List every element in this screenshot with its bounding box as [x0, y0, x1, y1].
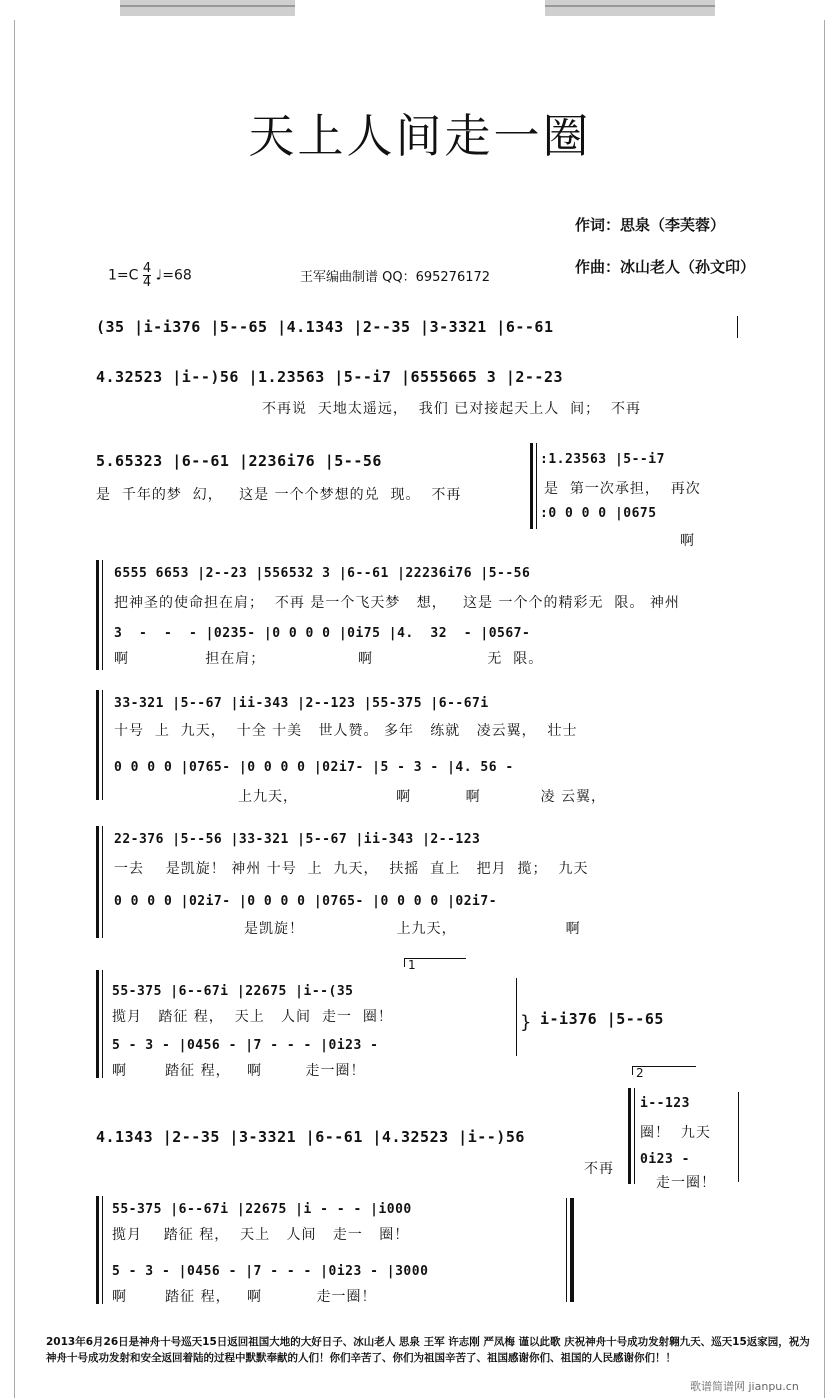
lyric-line-3: 是 千年的梦 幻， 这是 一个个梦想的兑 现。 不再 [96, 487, 462, 503]
brace-icon: } [520, 1012, 533, 1033]
volta-2: 2 [632, 1066, 696, 1075]
lyric-4-lower: 啊 担在肩； 啊 无 限。 [114, 651, 544, 667]
composer-credit: 作曲：冰山老人（孙文印） [575, 258, 756, 276]
lyric-line-8: 不再 [584, 1161, 614, 1177]
footnote: 2013年6月26日是神舟十号巡天15日返回祖国大地的大好日子、冰山老人 思泉 王军 许志刚 严凤梅 谨以此歌 庆祝神舟十号成功发射翱九天、巡天15返家园，祝为神舟十号成功发射和安全返回着陆的过程中默默奉献的人们！你们辛苦了、你们为祖国辛苦了、祖国感谢你们、祖国的人民感谢你们！！ [46, 1336, 810, 1364]
notation-line-8: 4.1343 |2--35 |3-3321 |6--61 |4.32523 |i--)56 [96, 1128, 525, 1146]
notation-7-lower: 5 - 3 - |0456 - |7 - - - |0i23 - [112, 1038, 379, 1053]
lyric-8-upper: 圈！ 九天 [640, 1125, 711, 1141]
final-barline-thin [566, 1198, 567, 1302]
lyricist-credit: 作词：思泉（李芙蓉） [575, 216, 726, 234]
quarter-note-icon: ♩ [155, 267, 163, 284]
notation-line-3-lower: :0 0 0 0 |0675 [540, 506, 657, 521]
song-title: 天上人间走一圈 [248, 109, 592, 163]
key-signature: 1=C [108, 267, 139, 284]
page-border-right [824, 20, 825, 1398]
lyric-5-lower: 上九天， 啊 啊 凌 云翼， [238, 789, 607, 805]
tempo: =68 [162, 267, 192, 284]
barline [738, 1092, 739, 1182]
final-barline-thick [570, 1198, 574, 1302]
lyric-6-lower: 是凯旋！ 上九天， 啊 [244, 921, 581, 937]
notation-6-upper: 22-376 |5--56 |33-321 |5--67 |ii-343 |2--123 [114, 832, 481, 847]
repeat-bracket [530, 443, 539, 529]
lyric-7-lower: 啊 踏征 程， 啊 走一圈！ [112, 1063, 366, 1079]
time-signature: $\frac{4}{4}$ [142, 261, 152, 290]
lyric-7-upper: 揽月 踏征 程， 天上 人间 走一 圈！ [112, 1009, 393, 1025]
barline [737, 316, 738, 338]
top-bar-right [545, 0, 715, 16]
notation-line-2: 4.32523 |i--)56 |1.23563 |5--i7 |6555665 3 |2--23 [96, 368, 564, 386]
lyric-8-lower: 走一圈！ [656, 1175, 716, 1191]
page-border-left [14, 20, 15, 1398]
lyric-line-3-lower: 啊 [680, 533, 695, 549]
notation-line-3: 5.65323 |6--61 |2236i76 |5--56 [96, 452, 382, 470]
lyric-line-2: 不再说 天地太遥远， 我们 已对接起天上人 间； 不再 [262, 401, 642, 417]
lyric-6-upper: 一去 是凯旋！ 神州 十号 上 九天， 扶摇 直上 把月 揽； 九天 [114, 861, 589, 877]
lyric-5-upper: 十号 上 九天， 十全 十美 世人赞。 多年 练就 凌云翼， 壮士 [114, 723, 578, 739]
volta-1: 1 [404, 958, 466, 967]
notation-8-lower: 0i23 - [640, 1152, 690, 1167]
lyric-9-lower: 啊 踏征 程， 啊 走一圈！ [112, 1289, 377, 1305]
system-bracket [96, 826, 105, 938]
system-bracket [96, 1196, 105, 1304]
notation-8-upper: i--123 [640, 1096, 690, 1111]
lyric-4-upper: 把神圣的使命担在肩； 不再 是一个飞天梦 想， 这是 一个个的精彩无 限。 神州 [114, 595, 680, 611]
notation-6-lower: 0 0 0 0 |02i7- |0 0 0 0 |0765- |0 0 0 0 |02i7- [114, 894, 498, 909]
key-tempo-info [108, 262, 192, 289]
lyric-9-upper: 揽月 踏征 程， 天上 人间 走一 圈！ [112, 1227, 410, 1243]
arranger-credit: 王军编曲制谱 QQ：695276172 [300, 270, 491, 285]
barline [516, 978, 517, 1056]
notation-7-upper: 55-375 |6--67i |22675 |i--(35 [112, 984, 354, 999]
site-watermark: 歌谱简谱网 jianpu.cn [690, 1380, 799, 1393]
system-bracket [96, 560, 105, 670]
notation-4-upper: 6555 6653 |2--23 |556532 3 |6--61 |22236i76 |5--56 [114, 566, 531, 581]
notation-5-upper: 33-321 |5--67 |ii-343 |2--123 |55-375 |6--67i [114, 696, 489, 711]
notation-7-continuation: i-i376 |5--65 [540, 1010, 664, 1028]
notation-line-1: (35 |i-i376 |5--65 |4.1343 |2--35 |3-3321 |6--61 [96, 318, 554, 336]
system-bracket [628, 1088, 637, 1184]
notation-4-lower: 3 - - - |0235- |0 0 0 0 |0i75 |4. 32 - |0567- [114, 626, 531, 641]
notation-9-upper: 55-375 |6--67i |22675 |i - - - |i000 [112, 1202, 412, 1217]
notation-5-lower: 0 0 0 0 |0765- |0 0 0 0 |02i7- |5 - 3 - |4. 56 - [114, 760, 514, 775]
system-bracket [96, 690, 105, 800]
notation-line-3-upper: :1.23563 |5--i7 [540, 452, 665, 467]
notation-9-lower: 5 - 3 - |0456 - |7 - - - |0i23 - |3000 [112, 1264, 429, 1279]
lyric-line-3-upper: 是 第一次承担， 再次 [544, 481, 701, 497]
system-bracket [96, 970, 105, 1078]
top-bar-left [120, 0, 295, 16]
